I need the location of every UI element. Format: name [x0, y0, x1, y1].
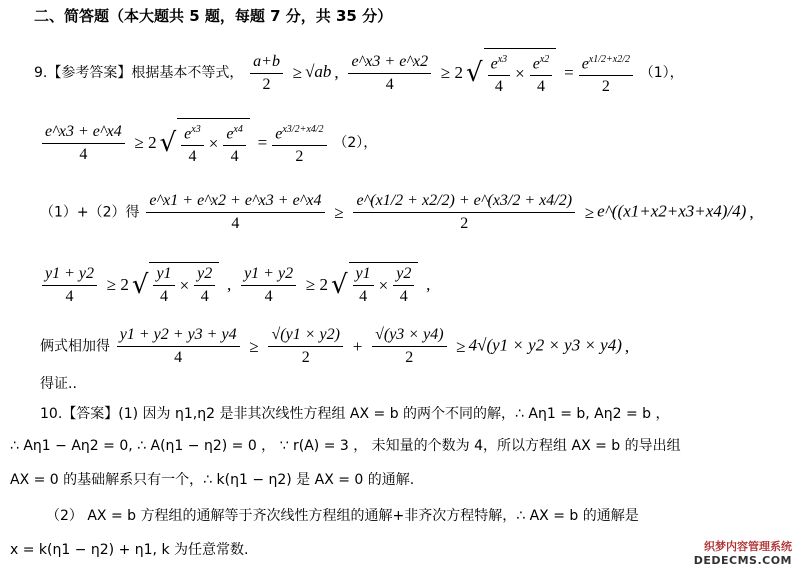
q10-line3: AX = 0 的基础解系只有一个，∴ k(η1 − η2) 是 AX = 0 的通解. [10, 472, 415, 488]
y-fraction-b: $\frac{y1 + y2}{4}$ [241, 263, 296, 308]
step1-fraction: $\frac{e\^{}x3 + e\^{}x2}{4}$ [348, 51, 431, 96]
q9-line3: （1）+（2）得 $\frac{e\^{}x1 + e\^{}x2 + e\^{}x3 + e\^{}x4}{4}$ ≥ $\frac{e\^{}(x1/2 + x2/2) + e\^{}(x3/2 + x4/2)}{2}$ ≥ e^((x1+x2+x3+x4)/4) , [40, 190, 757, 235]
watermark-en: DEDECMS.COM [693, 554, 792, 567]
q9-line1: 9.【参考答案】根据基本不等式， $\frac{a+b}{2}$ ≥ √ab , $\frac{e\^{}x3 + e\^{}x2}{4}$ ≥ 2 √ $\frac{e^{x3}}{4}$ × $\frac{e^{x2}}{4}$ = $\frac{e^{x1/2+x2/2}}{2}$ （1）， [34, 48, 684, 98]
q9-line4: $\frac{y1 + y2}{4}$ ≥ 2 √ $\frac{y1}{4}$ × $\frac{y2}{4}$ , $\frac{y1 + y2}{4}$ ≥ 2 √ $\frac{y1}{4}$ × $\frac{y2}{4}$ , [40, 262, 433, 308]
sum-fraction: $\frac{y1 + y2 + y3 + y4}{4}$ [117, 324, 240, 369]
combine-fraction: $\frac{e\^{}x1 + e\^{}x2 + e\^{}x3 + e\^{}x4}{4}$ [146, 190, 324, 235]
ineq1-rhs: √ab [305, 62, 332, 82]
q9-line2: $\frac{e\^{}x3 + e\^{}x4}{4}$ ≥ 2 √ $\frac{e^{x3}}{4}$ × $\frac{e^{x4}}{4}$ = $\frac{e^{x3/2+x4/2}}{2}$ （2）， [40, 118, 377, 168]
combine-mid-fraction: $\frac{e\^{}(x1/2 + x2/2) + e\^{}(x3/2 + x4/2)}{2}$ [353, 190, 575, 235]
q10-line4: （2） AX = b 方程组的通解等于齐次线性方程组的通解+非齐次方程特解，∴ AX = b 的通解是 [46, 508, 639, 524]
q9-label: 9.【参考答案】根据基本不等式， [34, 65, 244, 82]
combine-rhs: e^((x1+x2+x3+x4)/4) [597, 201, 747, 221]
step2-fraction: $\frac{e\^{}x3 + e\^{}x4}{4}$ [42, 121, 125, 166]
watermark-logo [694, 538, 792, 567]
sum-label: 俩式相加得 [40, 338, 110, 355]
step2-tag: （2）， [333, 135, 378, 152]
watermark-cn: 织梦内容管理系统 [704, 540, 792, 553]
q10-line1: 10.【答案】(1) 因为 η1,η2 是非其次线性方程组 AX = b 的两个不同的解，∴ Aη1 = b, Aη2 = b ， [40, 406, 670, 422]
q9-line5: 俩式相加得 $\frac{y1 + y2 + y3 + y4}{4}$ ≥ $\frac{√(y1 \times y2)}{2}$ + $\frac{√(y3 \times y4)}{2}$ ≥ 4√(y1 × y2 × y3 × y4) , [40, 324, 632, 369]
ineq1-fraction: $\frac{a+b}{2}$ [250, 51, 283, 96]
y-fraction-a: $\frac{y1 + y2}{4}$ [42, 263, 97, 308]
q9-conclusion: 得证.. [40, 376, 77, 392]
q10-line2: ∴ Aη1 − Aη2 = 0, ∴ A(η1 − η2) = 0 ， ∵ r(A) = 3 ， 未知量的个数为 4，所以方程组 AX = b 的导出组 [10, 438, 681, 454]
step1-tag: （1）， [639, 65, 684, 82]
section-heading: 二、简答题（本大题共 5 题，每题 7 分，共 35 分） [34, 7, 393, 25]
sum-rhs: 4√(y1 × y2 × y3 × y4) [468, 335, 622, 355]
combine-label: （1）+（2）得 [40, 204, 140, 221]
q10-line5: x = k(η1 − η2) + η1, k 为任意常数. [10, 542, 249, 558]
